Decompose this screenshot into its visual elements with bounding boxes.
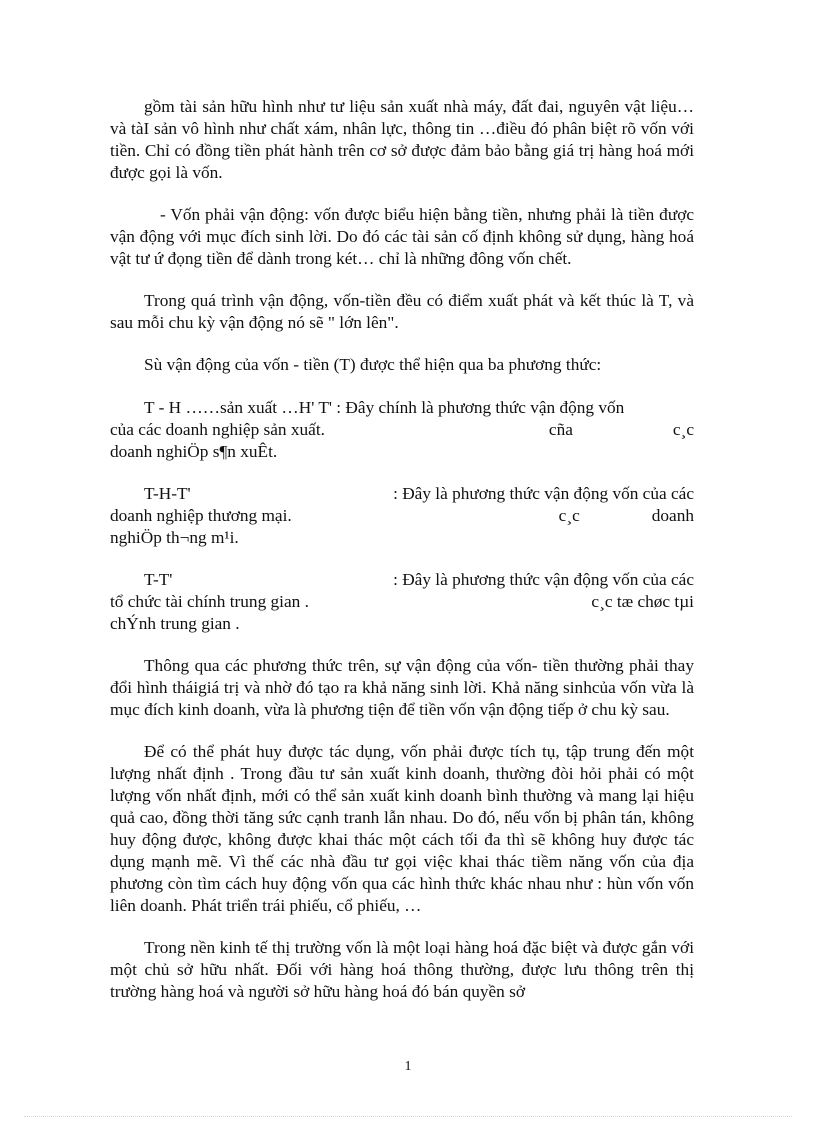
paragraph-market-commodity: Trong nền kinh tế thị trường vốn là một loại hàng hoá đặc biệt và được gắn với một chủ sở hữu nhất. Đối với hàng hoá thông thường, được lưu thông trên thị trường hàng hoá và người sở hữu hàng hoá đó bán quyền sở (110, 938, 694, 1001)
paragraph-assets: gồm tài sản hữu hình như tư liệu sản xuất nhà máy, đất đai, nguyên vật liệu… và tàI sản vô hình như chất xám, nhân lực, thông tin …điều đó phân biệt rõ vốn với tiền. Chỉ có đồng tiền phát hành trên cơ sở được đảm bảo bằng giá trị hàng hoá mới được gọi là vốn. (110, 97, 694, 182)
footer-divider (24, 1116, 792, 1117)
encoded-text: c¸c tæ chøc tµi (591, 592, 694, 611)
page-number: 1 (404, 1059, 412, 1074)
formula-commerce (110, 483, 694, 549)
encoded-text: doanh (651, 506, 694, 525)
formula-text: T - H ……sản xuất …H' T' : Đây chính là phương thức vận động vốn (144, 398, 625, 417)
formula-line (110, 591, 694, 613)
formula-text: tổ chức tài chính trung gian . (110, 592, 309, 611)
formula-line (110, 419, 694, 441)
encoded-text: doanh nghiÖp s¶n xuÊt. (110, 442, 278, 461)
paragraph-movement-cycle: Trong quá trình vận động, vốn-tiền đều có điểm xuất phát và kết thúc là T, và sau mỗi chu kỳ vận động nó sẽ " lớn lên". (110, 291, 694, 332)
formula-text: : Đây là phương thức vận động vốn của các (393, 484, 694, 503)
formula-text: của các doanh nghiệp sản xuất. (110, 420, 325, 439)
paragraph-accumulation: Để có thể phát huy được tác dụng, vốn phải được tích tụ, tập trung đến một lượng nhất định . Trong đầu tư sản xuất kinh doanh, thường đòi hỏi phải có một lượng vốn nhất định, mới có thể sản xuất kinh doanh bình thường và mang lại hiệu quả cao, đồng thời tăng sức cạnh tranh lẫn nhau. Do đó, nếu vốn bị phân tán, không huy động được, không được khai thác một cách tối đa thì sẽ không huy được tác dụng mạnh mẽ. Vì thế các nhà đầu tư gọi việc khai thác tiềm năng vốn của địa phương còn tìm cách huy động vốn qua các hình thức khác nhau như : hùn vốn vốn liên doanh. Phát triển trái phiếu, cổ phiếu, … (110, 742, 694, 915)
spacer (580, 505, 652, 527)
encoded-text: chÝnh trung gian . (110, 614, 240, 633)
formula-production (110, 397, 694, 463)
formula-finance (110, 569, 694, 635)
paragraph-three-methods: Sù vận động của vốn - tiền (T) được thể hiện qua ba phương thức: (144, 355, 602, 374)
formula-line (110, 483, 694, 505)
formula-text: : Đây là phương thức vận động vốn của các (393, 570, 694, 589)
formula-text: doanh nghiệp thương mại. (110, 506, 292, 525)
encoded-text: c¸c (558, 506, 580, 525)
page-body (110, 96, 694, 1023)
formula-encoded-group (549, 419, 694, 441)
paragraph-capital-movement: - Vốn phải vận động: vốn được biểu hiện bằng tiền, nhưng phải là tiền được vận động với mục đích sinh lời. Do đó các tài sản cố định không sử dụng, hàng hoá vật tư ứ đọng tiền để dành trong két… chỉ là những đông vốn chết. (110, 205, 694, 268)
encoded-text: nghiÖp th¬ng m¹i. (110, 528, 239, 547)
formula-line (110, 505, 694, 527)
encoded-text: cña (548, 420, 573, 439)
formula-label: T-T' (144, 570, 173, 589)
spacer (573, 419, 673, 441)
encoded-text: c¸c (672, 420, 694, 439)
paragraph-value-form: Thông qua các phương thức trên, sự vận động của vốn- tiền thường phải thay đổi hình tháigiá trị và nhờ đó tạo ra khả năng sinh lời. Khả năng sinhcủa vốn vừa là mục đích kinh doanh, vừa là phương tiện để tiền vốn vận động tiếp ở chu kỳ sau. (110, 656, 694, 719)
formula-encoded-group (559, 505, 694, 527)
formula-line (110, 569, 694, 591)
formula-line (110, 397, 694, 419)
formula-label: T-H-T' (144, 484, 191, 503)
